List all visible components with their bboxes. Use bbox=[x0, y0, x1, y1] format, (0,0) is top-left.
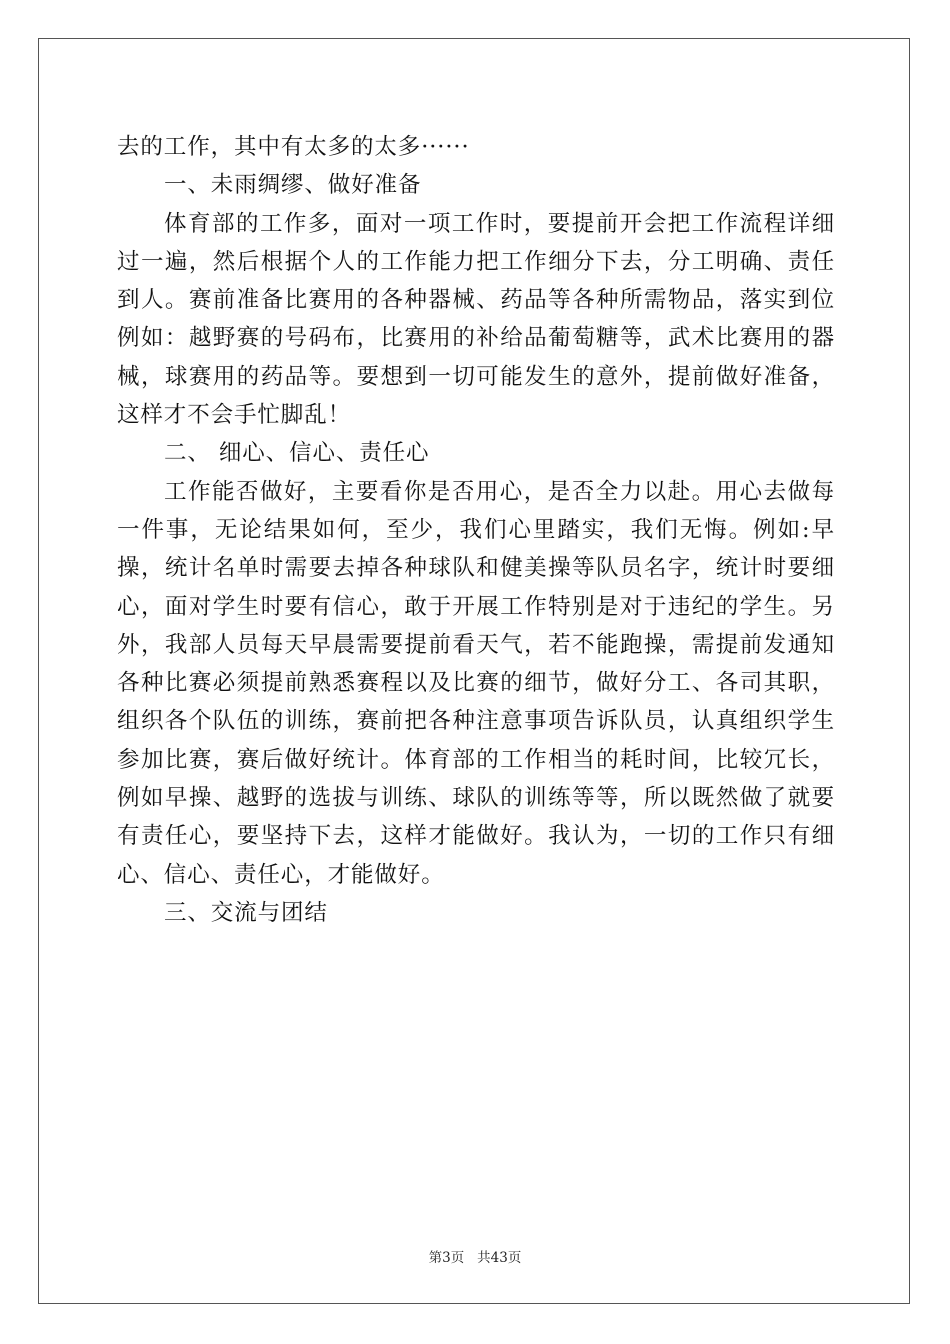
document-body bbox=[117, 128, 835, 932]
page-number: 第3页 bbox=[428, 1250, 465, 1266]
paragraph-responsibility: 工作能否做好，主要看你是否用心，是否全力以赴。用心去做每一件事，无论结果如何，至少，我们心里踏实，我们无悔。例如:早操，统计名单时需要去掉各种球队和健美操等队员名字，统计时要细心，面对学生时要有信心，敢于开展工作特别是对于违纪的学生。另外，我部人员每天早晨需要提前看天气，若不能跑操，需提前发通知各种比赛必须提前熟悉赛程以及比赛的细节，做好分工、各司其职，组织各个队伍的训练，赛前把各种注意事项告诉队员，认真组织学生参加比赛，赛后做好统计。体育部的工作相当的耗时间，比较冗长，例如早操、越野的选拔与训练、球队的训练等等，所以既然做了就要有责任心，要坚持下去，这样才能做好。我认为，一切的工作只有细心、信心、责任心，才能做好。 bbox=[117, 478, 835, 888]
section-heading-1: 一、未雨绸缪、做好准备 bbox=[164, 172, 422, 199]
page-footer bbox=[0, 1246, 950, 1266]
section-heading-3: 三、交流与团结 bbox=[164, 899, 328, 926]
paragraph-preparation: 体育部的工作多，面对一项工作时，要提前开会把工作流程详细过一遍，然后根据个人的工作能力把工作细分下去，分工明确、责任到人。赛前准备比赛用的各种器械、药品等各种所需物品，落实到位例如：越野赛的号码布，比赛用的补给品葡萄糖等，武术比赛用的器械，球赛用的药品等。要想到一切可能发生的意外，提前做好准备，这样才不会手忙脚乱！ bbox=[117, 210, 835, 429]
page-total: 共43页 bbox=[477, 1250, 522, 1266]
paragraph-continuation: 去的工作，其中有太多的太多······ bbox=[117, 134, 470, 160]
section-heading-2: 二、 细心、信心、责任心 bbox=[164, 440, 430, 467]
